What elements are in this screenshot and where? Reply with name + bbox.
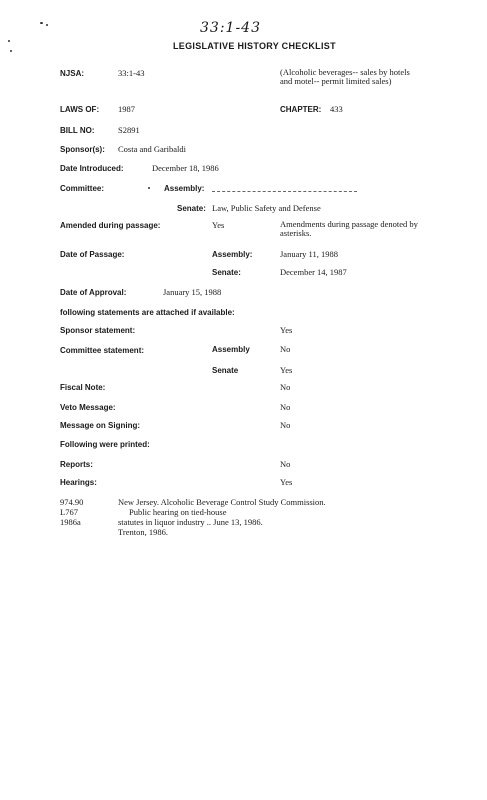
njsa-description: (Alcoholic beverages-- sales by hotels and motel-- permit limited sales)	[280, 67, 410, 86]
message-on-signing-label: Message on Signing:	[60, 421, 141, 430]
passage-assembly-value: January 11, 1988	[280, 249, 338, 259]
date-of-passage-label: Date of Passage:	[60, 250, 125, 259]
scan-speck	[8, 40, 10, 42]
bill-no-value: S2891	[118, 125, 140, 135]
committee-statement-label: Committee statement:	[60, 346, 145, 355]
citation-line: Trenton, 1986.	[118, 527, 168, 537]
chapter-label: CHAPTER:	[280, 105, 322, 114]
sponsor-statement-value: Yes	[280, 325, 293, 335]
call-number-line: 1986a	[60, 517, 81, 527]
passage-senate-label: Senate:	[212, 268, 241, 277]
committee-statement-assembly-label: Assembly	[212, 345, 250, 354]
njsa-value: 33:1-43	[118, 68, 145, 78]
sponsors-value: Costa and Garibaldi	[118, 144, 186, 154]
scan-speck	[148, 187, 150, 189]
citation-line: Public hearing on tied-house	[129, 507, 227, 517]
date-of-approval-label: Date of Approval:	[60, 288, 127, 297]
chapter-value: 433	[330, 104, 343, 114]
scan-speck	[40, 22, 43, 24]
bill-no-label: BILL NO:	[60, 126, 95, 135]
reports-label: Reports:	[60, 460, 93, 469]
message-on-signing-value: No	[280, 420, 291, 430]
date-of-approval-value: January 15, 1988	[163, 287, 222, 297]
committee-label: Committee:	[60, 184, 105, 193]
handwritten-number: 33:1-43	[200, 20, 261, 36]
amended-label: Amended during passage:	[60, 221, 161, 230]
committee-assembly-label: Assembly:	[164, 184, 205, 193]
amended-value: Yes	[212, 220, 225, 230]
printed-header: Following were printed:	[60, 440, 150, 449]
sponsor-statement-label: Sponsor statement:	[60, 326, 136, 335]
committee-senate-value: Law, Public Safety and Defense	[212, 203, 321, 213]
date-introduced-value: December 18, 1986	[152, 163, 219, 173]
scan-speck	[46, 24, 48, 26]
laws-of-value: 1987	[118, 104, 135, 114]
assembly-committee-blank	[212, 191, 357, 192]
citation-line: statutes in liquor industry .. June 13, 1986.	[118, 517, 263, 527]
committee-senate-label: Senate:	[177, 204, 206, 213]
call-number-line: L767	[60, 507, 78, 517]
sponsors-label: Sponsor(s):	[60, 145, 105, 154]
njsa-label: NJSA:	[60, 69, 85, 78]
veto-message-value: No	[280, 402, 291, 412]
veto-message-label: Veto Message:	[60, 403, 116, 412]
fiscal-note-label: Fiscal Note:	[60, 383, 106, 392]
hearings-label: Hearings:	[60, 478, 97, 487]
committee-statement-senate-label: Senate	[212, 366, 239, 375]
attached-statements-header: following statements are attached if available:	[60, 308, 235, 317]
committee-statement-assembly-value: No	[280, 344, 291, 354]
fiscal-note-value: No	[280, 382, 291, 392]
page-title: LEGISLATIVE HISTORY CHECKLIST	[173, 41, 336, 51]
amended-note: Amendments during passage denoted by asterisks.	[280, 219, 418, 238]
committee-statement-senate-value: Yes	[280, 365, 293, 375]
citation-line: New Jersey. Alcoholic Beverage Control Study Commission.	[118, 497, 326, 507]
passage-senate-value: December 14, 1987	[280, 267, 347, 277]
hearings-value: Yes	[280, 477, 293, 487]
scan-speck	[10, 50, 12, 52]
reports-value: No	[280, 459, 291, 469]
laws-of-label: LAWS OF:	[60, 105, 100, 114]
call-number-line: 974.90	[60, 497, 84, 507]
date-introduced-label: Date Introduced:	[60, 164, 124, 173]
passage-assembly-label: Assembly:	[212, 250, 253, 259]
